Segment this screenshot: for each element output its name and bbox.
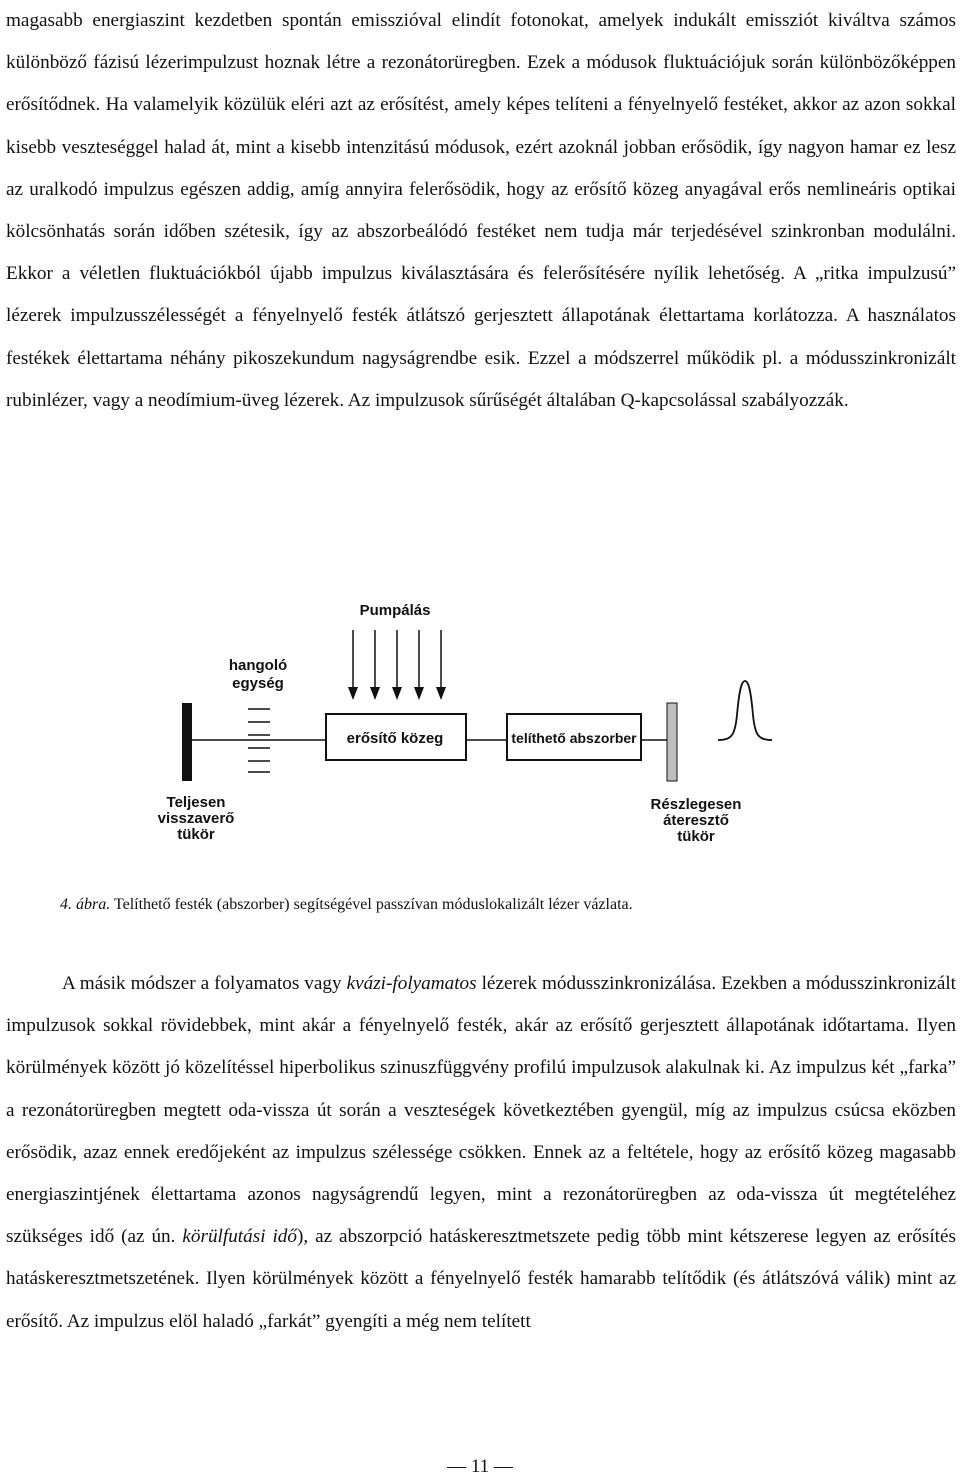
paragraph2-part2: lézerek módusszinkronizálása. Ezekben a módusszinkronizált impulzusok sokkal rövidebbek, mint akár a fényelnyelő festék, akár az erősítő gerjesztett állapotának időtartama. Ilyen körülmények között jó közelítéssel hiperbolikus szinuszfüggvény profilú impulzusok alakulnak ki. Az impulzus két „farka” a rezonátorüregben megtett oda-vissza út során a veszteségek következtében gyengül, míg az impulzus csúcsa eközben erősödik, azaz ennek eredőjeként az impulzus szélessége csökken. Ennek az a feltétele, hogy az erősítő közeg magasabb energiaszintjének élettartama azonos nagyságrendű legyen, mint a rezonátorüregben az oda-vissza út megtételéhez szükséges idő (az ún.	[6, 973, 956, 1248]
body-paragraph-1: magasabb energiaszint kezdetben spontán emisszióval elindít fotonokat, amelyek indukált emissziót kiváltva számos különböző fázisú lézerimpulzust hoznak létre a rezonátorüregben. Ezek a módusok fluktuációjuk során különbözőképpen erősítődnek. Ha valamelyik közülük eléri azt az erősítést, amely képes telíteni a fényelnyelő festéket, akkor az azon sokkal kisebb veszteséggel halad át, mint a kisebb intenzitású módusok, ezért azoknál jobban erősödik, így nagyon hamar ez lesz az uralkodó impulzus egészen addig, amíg annyira felerősödik, hogy az erősítő közeg anyagával erős nemlineáris optikai kölcsönhatás során időben szétesik, így az abszorbeálódó festéket nem tudja már terjedésével szinkronban modulálni. Ekkor a véletlen fluktuációkból újabb impulzus kiválasztására és felerősítésére nyílik lehetőség. A „ritka impulzusú” lézerek impulzusszélességét a fényelnyelő festék átlátszó gerjesztett állapotának élettartama korlátozza. A használatos festékek élettartama néhány pikoszekundum nagyságrendbe esik. Ezzel a módszerrel működik pl. a módusszinkronizált rubinlézer, vagy a neodímium-üveg lézerek. Az impulzusok sűrűségét általában Q-kapcsolással szabályozzák.	[6, 10, 956, 411]
partial-mirror	[667, 703, 677, 781]
full-mirror	[182, 703, 192, 781]
pumping-arrows	[348, 630, 446, 700]
full-mirror-label-line1: Teljesen	[166, 794, 226, 811]
paragraph2-part1: A másik módszer a folyamatos vagy	[62, 973, 347, 994]
pumping-label: Pumpálás	[359, 602, 431, 619]
partial-mirror-label-line2: áteresztő	[663, 812, 729, 829]
partial-mirror-label-line3: tükör	[677, 828, 715, 845]
tuning-unit-label-line2: egység	[232, 675, 284, 692]
figure-caption-label: 4. ábra.	[60, 896, 111, 913]
paragraph2-italic1: kvázi-folyamatos	[346, 973, 477, 994]
partial-mirror-label-line1: Részlegesen	[650, 796, 742, 813]
body-paragraph-2	[6, 963, 956, 1343]
figure-caption	[60, 896, 633, 914]
page-number: — 11 —	[447, 1456, 513, 1477]
full-mirror-label-line3: tükör	[177, 826, 215, 843]
gain-medium-label: erősítő közeg	[346, 730, 444, 747]
paragraph2-italic2: körülfutási idő	[182, 1226, 297, 1248]
tuning-unit-label-line1: hangoló	[228, 657, 288, 674]
output-pulse	[718, 681, 772, 740]
figure-caption-text: Telíthető festék (abszorber) segítségével passzívan móduslokalizált lézer vázlata.	[110, 896, 633, 913]
absorber-label: telíthető abszorber	[511, 730, 637, 746]
paragraph2-part3: ), az abszorpció hatáskeresztmetszete pedig több mint kétszerese legyen az erősítés hatáskeresztmetszetének. Ilyen körülmények között a fényelnyelő festék hamarabb telítődik (és átlátszóvá válik) mint az erősítő. Az impulzus elöl haladó „farkát” gyengíti a még nem telített	[6, 1226, 956, 1332]
full-mirror-label-line2: visszaverő	[157, 810, 235, 827]
laser-diagram	[0, 575, 960, 875]
